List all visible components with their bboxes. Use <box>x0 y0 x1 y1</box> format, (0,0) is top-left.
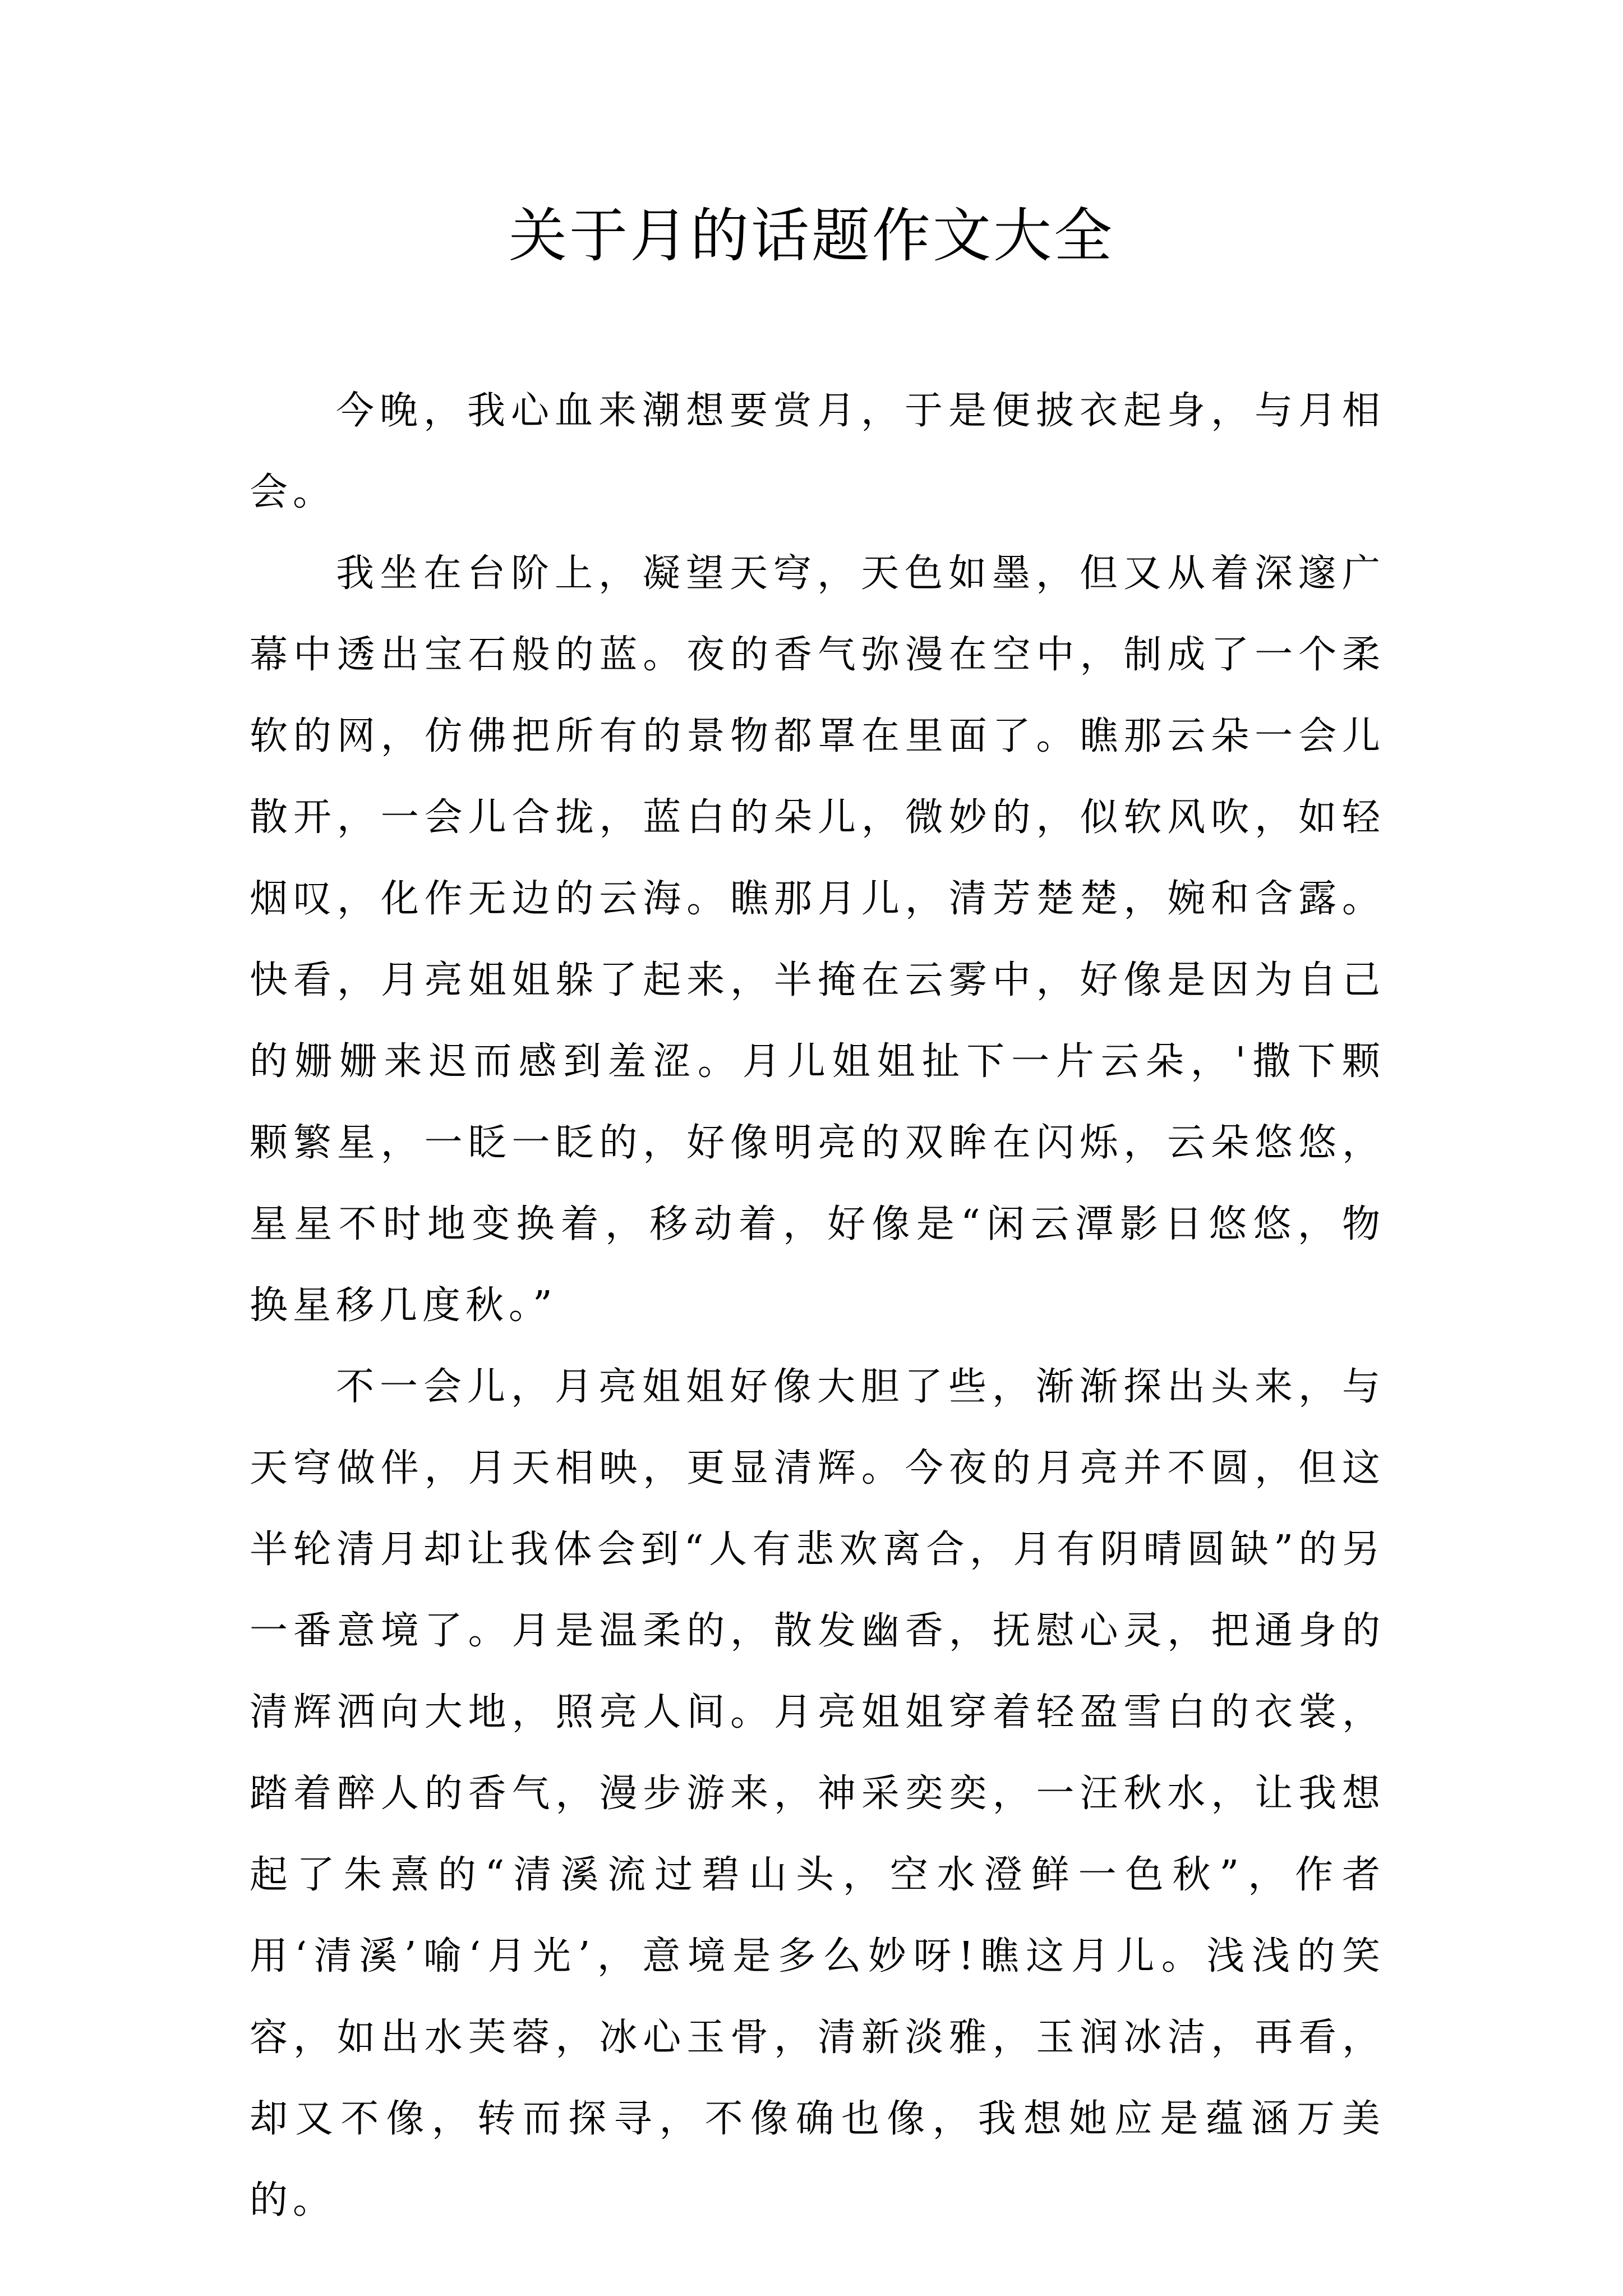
paragraph-3: 不一会儿，月亮姐姐好像大胆了些，渐渐探出头来，与天穹做伴，月天相映，更显清辉。今夜的月亮并不圆，但这半轮清月却让我体会到“人有悲欢离合，月有阴晴圆缺”的另一番意境了。月是温柔的，散发幽香，抚慰心灵，把通身的清辉洒向大地，照亮人间。月亮姐姐穿着轻盈雪白的衣裳，踏着醉人的香气，漫步游来，神采奕奕，一汪秋水，让我想起了朱熹的“清溪流过碧山头，空水澄鲜一色秋”，作者用‘清溪’喻‘月光’，意境是多么妙呀!瞧这月儿。浅浅的笑容，如出水芙蓉，冰心玉骨，清新淡雅，玉润冰洁，再看，却又不像，转而探寻，不像确也像，我想她应是蕴涵万美的。 <box>250 1365 1385 2223</box>
paragraph-2: 我坐在台阶上，凝望天穹，天色如墨，但又从着深邃广幕中透出宝石般的蓝。夜的香气弥漫在空中，制成了一个柔软的网，仿佛把所有的景物都罩在里面了。瞧那云朵一会儿散开，一会儿合拢，蓝白的朵儿，微妙的，似软风吹，如轻烟叹，化作无边的云海。瞧那月儿，清芳楚楚，婉和含露。快看，月亮姐姐躲了起来，半掩在云雾中，好像是因为自己的姗姗来迟而感到羞涩。月儿姐姐扯下一片云朵，'撒下颗颗繁星，一眨一眨的，好像明亮的双眸在闪烁，云朵悠悠，星星不时地变换着，移动着，好像是“闲云潭影日悠悠，物换星移几度秋。” <box>250 551 1385 1328</box>
document-body <box>250 370 1385 2241</box>
document-title: 关于月的话题作文大全 <box>508 201 1114 270</box>
paragraph-1: 今晚，我心血来潮想要赏月，于是便披衣起身，与月相会。 <box>250 389 1385 514</box>
